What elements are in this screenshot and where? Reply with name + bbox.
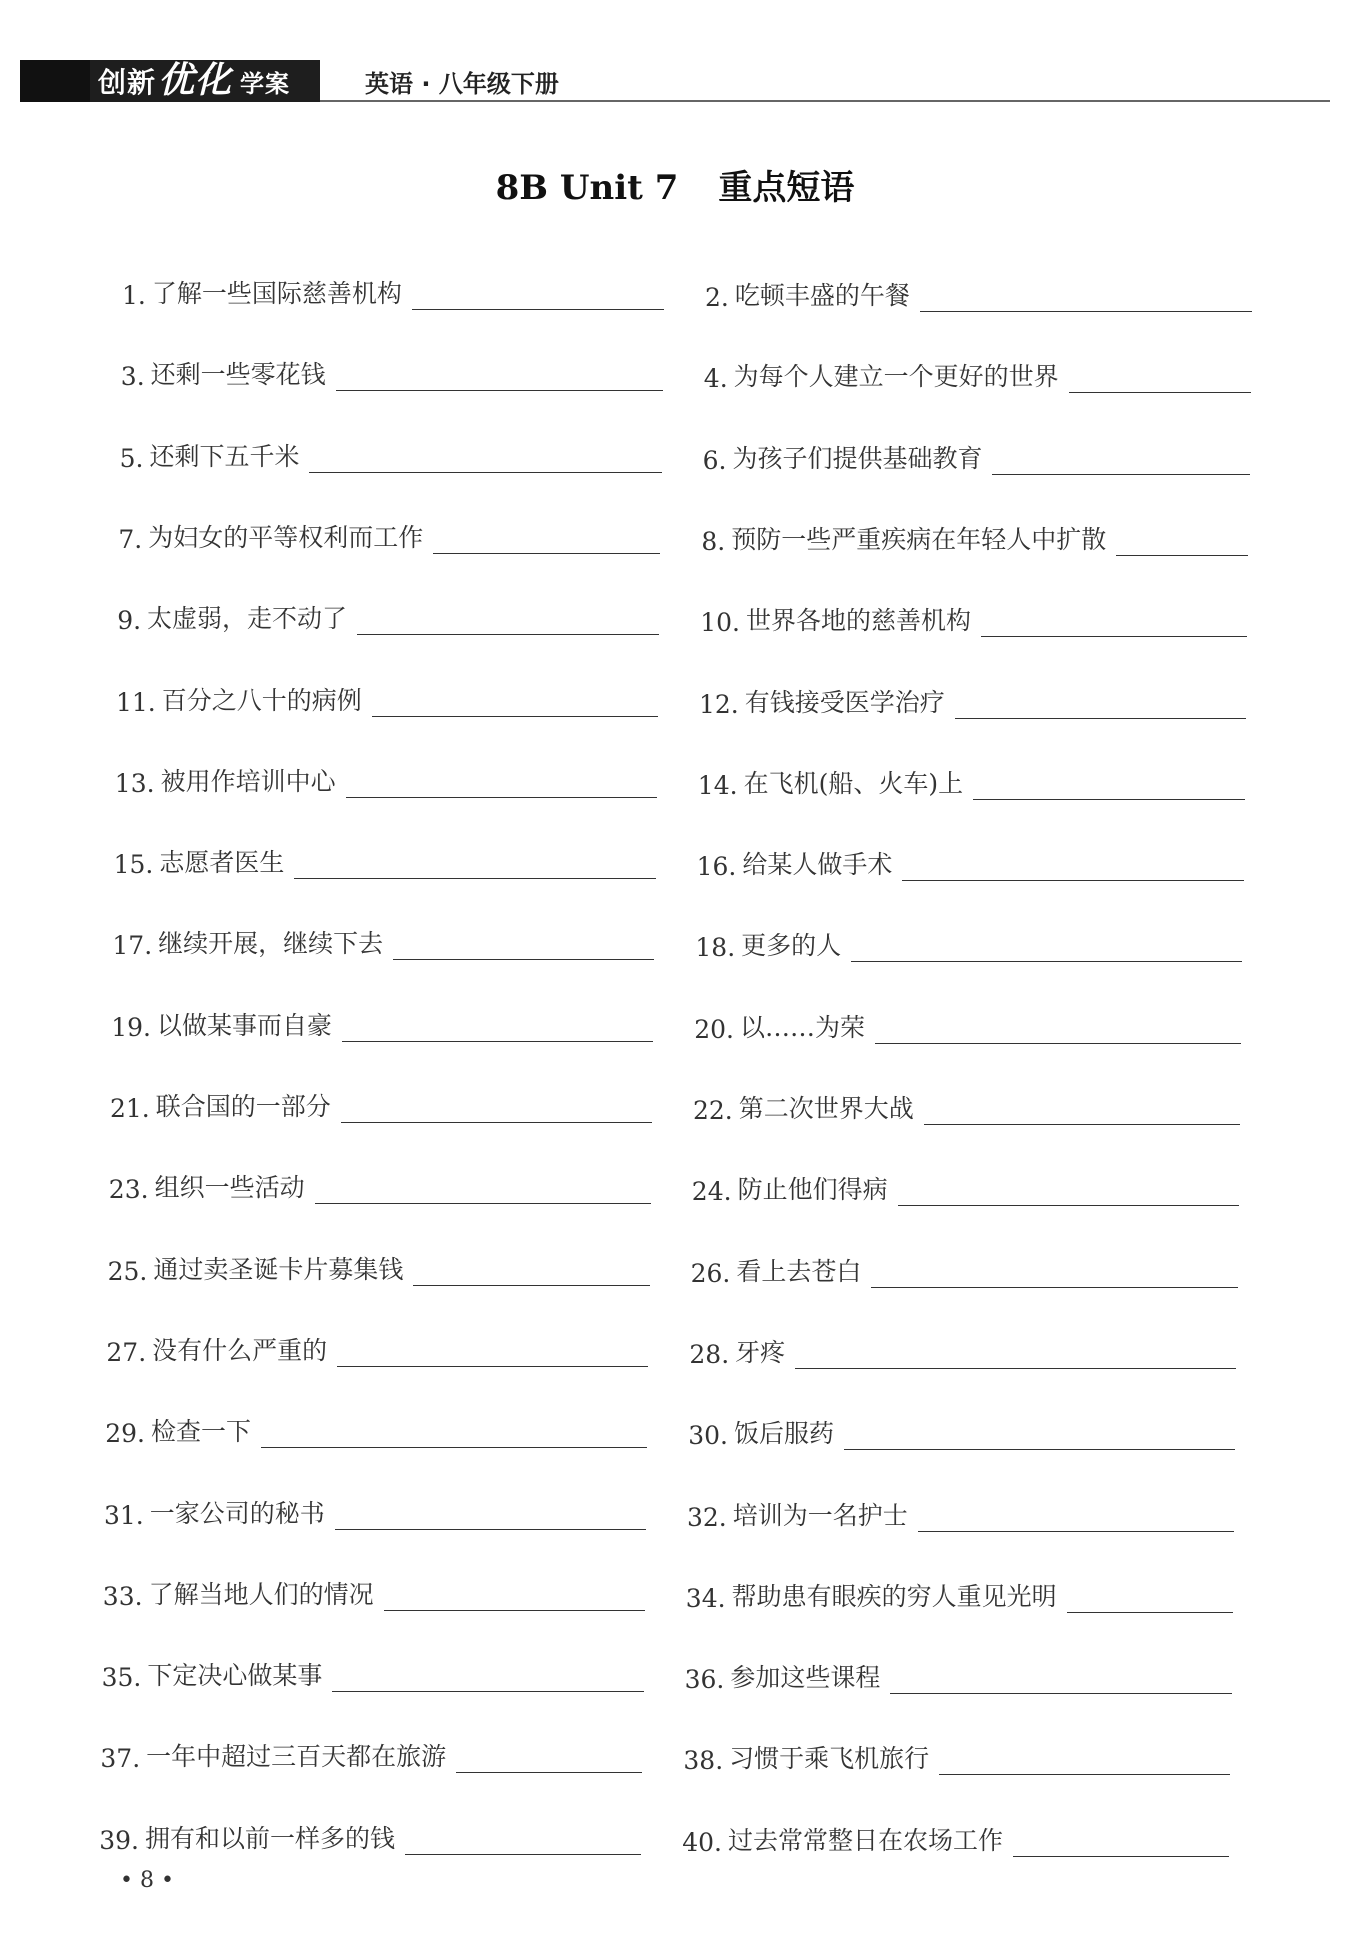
answer-blank[interactable] (1067, 1582, 1233, 1613)
list-item (699, 679, 1246, 719)
answer-blank[interactable] (393, 929, 654, 960)
item-text: 给某人做手术 (742, 850, 893, 880)
answer-blank[interactable] (851, 931, 1242, 962)
brand-suffix: 学案 (240, 70, 291, 98)
answer-blank[interactable] (1069, 362, 1251, 393)
answer-blank[interactable] (433, 523, 660, 554)
answer-blank[interactable] (939, 1744, 1230, 1775)
item-number: 3. (120, 362, 145, 392)
list-item (99, 1815, 641, 1855)
item-text: 了解一些国际慈善机构 (151, 279, 402, 308)
item-text: 志愿者医生 (159, 848, 285, 878)
answer-blank[interactable] (973, 769, 1245, 800)
item-number: 19. (111, 1012, 151, 1042)
answer-blank[interactable] (336, 360, 663, 391)
item-number: 12. (699, 689, 739, 719)
item-text: 帮助患有眼疾的穷人重见光明 (731, 1581, 1057, 1611)
list-item (687, 1492, 1234, 1532)
item-text: 防止他们得病 (737, 1175, 888, 1205)
item-text: 被用作培训中心 (160, 766, 336, 796)
item-number: 14. (697, 770, 738, 800)
answer-blank[interactable] (992, 444, 1249, 475)
item-text: 过去常常整日在农场工作 (727, 1825, 1003, 1855)
answer-blank[interactable] (384, 1580, 645, 1611)
answer-blank[interactable] (875, 1013, 1241, 1044)
list-item (108, 1246, 650, 1286)
item-text: 培训为一名护士 (732, 1500, 908, 1530)
brand-logo (20, 60, 320, 102)
item-number: 37. (100, 1744, 141, 1774)
list-item (105, 1408, 647, 1448)
answer-blank[interactable] (342, 1011, 653, 1042)
answer-blank[interactable] (309, 442, 661, 473)
item-text: 更多的人 (741, 931, 842, 961)
answer-blank[interactable] (871, 1257, 1237, 1288)
item-number: 39. (99, 1825, 139, 1855)
item-text: 第二次世界大战 (738, 1094, 914, 1123)
item-number: 25. (107, 1256, 148, 1286)
item-number: 28. (689, 1339, 730, 1369)
item-number: 29. (105, 1419, 145, 1449)
page-number: • 8 • (120, 1868, 174, 1893)
answer-blank[interactable] (341, 1092, 652, 1123)
item-text: 看上去苍白 (736, 1256, 862, 1286)
item-text: 在飞机(船、火车)上 (743, 768, 964, 798)
item-text: 饭后服药 (733, 1419, 834, 1449)
item-text: 为孩子们提供基础教育 (732, 443, 983, 473)
list-item (111, 1002, 653, 1042)
brand-stripe (20, 60, 90, 102)
item-text: 一家公司的秘书 (149, 1498, 325, 1528)
item-text: 百分之八十的病例 (161, 685, 362, 715)
list-item (692, 1166, 1239, 1206)
answer-blank[interactable] (456, 1742, 642, 1773)
list-item (110, 1083, 652, 1123)
answer-blank[interactable] (413, 1255, 649, 1286)
page-header (20, 60, 1330, 102)
answer-blank[interactable] (412, 279, 664, 310)
item-text: 吃顿丰盛的午餐 (734, 281, 910, 310)
list-item (689, 1329, 1236, 1369)
list-item (691, 1248, 1238, 1288)
item-text: 有钱接受医学治疗 (744, 687, 945, 717)
list-item (694, 1004, 1241, 1044)
item-text: 世界各地的慈善机构 (745, 606, 971, 636)
answer-blank[interactable] (335, 1499, 646, 1530)
list-item (693, 1085, 1240, 1125)
answer-blank[interactable] (261, 1417, 647, 1448)
item-number: 13. (114, 768, 155, 798)
answer-blank[interactable] (902, 850, 1243, 881)
item-text: 了解当地人们的情况 (148, 1579, 374, 1609)
item-text: 还剩下五千米 (149, 441, 300, 471)
item-number: 5. (119, 443, 144, 473)
list-item (116, 677, 658, 717)
item-text: 牙疼 (735, 1337, 786, 1367)
answer-blank[interactable] (795, 1338, 1236, 1369)
item-number: 1. (122, 281, 146, 310)
item-number: 34. (685, 1583, 726, 1613)
list-item (698, 760, 1245, 800)
page-title (0, 160, 1350, 209)
item-text: 参加这些课程 (730, 1663, 881, 1693)
answer-blank[interactable] (332, 1661, 643, 1692)
list-item (115, 758, 657, 798)
title-unit: 8B Unit 7 (495, 168, 679, 208)
item-number: 10. (700, 608, 740, 638)
item-text: 以做某事而自豪 (156, 1010, 332, 1040)
item-number: 4. (703, 364, 728, 394)
list-item (103, 1571, 645, 1611)
answer-blank[interactable] (346, 767, 657, 798)
item-number: 27. (106, 1337, 147, 1367)
list-item (106, 1327, 648, 1367)
list-item (122, 270, 664, 310)
item-number: 33. (102, 1581, 143, 1611)
item-number: 23. (108, 1175, 149, 1205)
item-number: 16. (696, 852, 737, 882)
item-text: 联合国的一部分 (155, 1092, 331, 1121)
item-number: 7. (118, 524, 143, 554)
item-text: 继续开展，继续下去 (158, 929, 384, 959)
item-text: 以……为荣 (739, 1012, 865, 1042)
list-item (121, 351, 663, 391)
answer-blank[interactable] (918, 1501, 1234, 1532)
list-item (104, 1490, 646, 1530)
item-number: 6. (702, 445, 727, 475)
list-item (118, 514, 660, 554)
answer-blank[interactable] (1013, 1826, 1229, 1857)
item-text: 为妇女的平等权利而工作 (148, 522, 424, 552)
answer-blank[interactable] (357, 604, 659, 635)
answer-blank[interactable] (955, 688, 1246, 719)
list-item (700, 597, 1247, 637)
list-item (683, 1735, 1230, 1775)
item-text: 还剩一些零花钱 (150, 360, 326, 390)
answer-blank[interactable] (898, 1175, 1239, 1206)
answer-blank[interactable] (844, 1419, 1235, 1450)
subject-label: 英语 · 八年级下册 (365, 70, 559, 98)
item-number: 24. (691, 1177, 732, 1207)
list-item (688, 1410, 1235, 1450)
item-text: 检查一下 (150, 1417, 251, 1447)
item-number: 32. (687, 1502, 727, 1532)
item-text: 组织一些活动 (154, 1173, 305, 1203)
list-item (685, 1654, 1232, 1694)
title-topic: 重点短语 (718, 168, 855, 208)
item-text: 下定决心做某事 (147, 1661, 323, 1691)
list-item (114, 839, 656, 879)
list-item (703, 435, 1250, 475)
answer-blank[interactable] (981, 606, 1247, 637)
item-number: 15. (113, 850, 154, 880)
item-number: 35. (101, 1663, 142, 1693)
item-number: 20. (694, 1014, 734, 1044)
item-number: 18. (695, 933, 736, 963)
answer-blank[interactable] (405, 1824, 641, 1855)
answer-blank[interactable] (924, 1094, 1240, 1125)
item-text: 通过卖圣诞卡片募集钱 (153, 1254, 404, 1284)
item-number: 26. (690, 1258, 731, 1288)
list-item (695, 922, 1242, 962)
item-number: 30. (688, 1421, 728, 1451)
list-item (704, 353, 1251, 393)
list-item (697, 841, 1244, 881)
list-item (120, 433, 662, 473)
item-number: 9. (117, 606, 142, 636)
list-item (112, 920, 654, 960)
list-item (102, 1652, 644, 1692)
item-text: 拥有和以前一样多的钱 (144, 1823, 395, 1853)
item-text: 习惯于乘飞机旅行 (729, 1744, 930, 1774)
item-number: 22. (693, 1096, 733, 1125)
answer-blank[interactable] (337, 1336, 648, 1367)
list-item (117, 595, 659, 635)
item-number: 40. (682, 1827, 722, 1857)
item-number: 36. (684, 1665, 725, 1695)
list-item (100, 1733, 642, 1773)
brand-prefix: 创新 (98, 66, 157, 99)
item-number: 31. (104, 1500, 144, 1530)
header-divider (320, 100, 1330, 102)
item-number: 11. (116, 687, 156, 717)
answer-blank[interactable] (372, 686, 658, 717)
list-item (705, 272, 1252, 312)
brand-big: 优化 (158, 60, 233, 101)
item-text: 为每个人建立一个更好的世界 (733, 362, 1059, 392)
list-item (686, 1573, 1233, 1613)
item-number: 17. (112, 931, 153, 961)
list-item (682, 1817, 1229, 1857)
item-text: 太虚弱，走不动了 (147, 604, 348, 634)
answer-blank[interactable] (1116, 525, 1248, 556)
answer-blank[interactable] (294, 848, 655, 879)
list-item (109, 1164, 651, 1204)
item-number: 8. (701, 526, 726, 556)
item-number: 2. (705, 283, 729, 312)
answer-blank[interactable] (315, 1173, 651, 1204)
item-number: 21. (110, 1094, 150, 1123)
item-text: 没有什么严重的 (152, 1335, 328, 1365)
item-number: 38. (683, 1746, 724, 1776)
item-text: 预防一些严重疾病在年轻人中扩散 (731, 524, 1107, 554)
answer-blank[interactable] (890, 1663, 1231, 1694)
list-item (701, 516, 1248, 556)
answer-blank[interactable] (920, 281, 1252, 312)
item-text: 一年中超过三百天都在旅游 (146, 1742, 447, 1772)
